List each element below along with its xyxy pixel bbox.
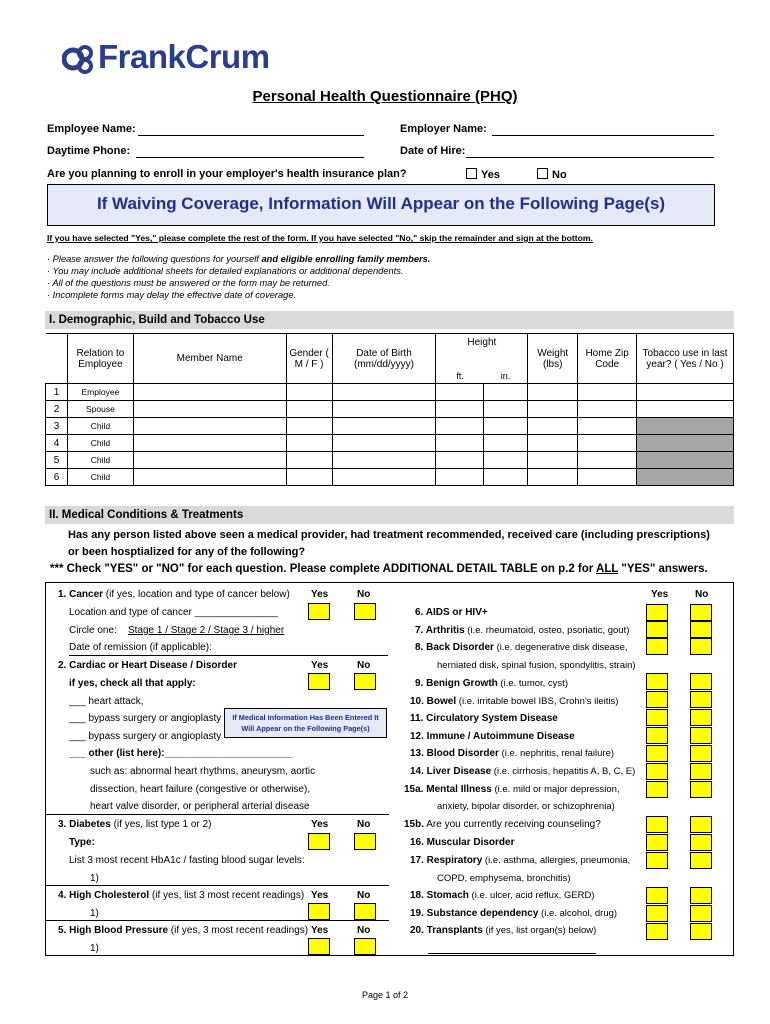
q1-yes-box[interactable] <box>308 603 330 620</box>
q15a-yes-box[interactable] <box>646 781 668 798</box>
bullet-4: · Incomplete forms may delay the effective date of coverage. <box>47 290 297 300</box>
q2-heart-attack: ___ heart attack, <box>69 696 144 707</box>
q2-such-1: such as: abnormal heart rhythms, aneurysm, aortic <box>90 766 316 777</box>
q16-no-box[interactable] <box>690 834 712 851</box>
q8-no-box[interactable] <box>690 638 712 655</box>
q2-such-2: dissection, heart failure (congestive or otherwise), <box>90 784 311 795</box>
q19-no-box[interactable] <box>690 905 712 922</box>
q18-no-box[interactable] <box>690 887 712 904</box>
q2-bypass-1: ___ bypass surgery or angioplasty <box>69 713 222 724</box>
weight-cell[interactable] <box>528 418 578 435</box>
table-row <box>46 435 734 452</box>
q1-divider <box>69 655 388 656</box>
q3-no-box[interactable] <box>354 833 376 850</box>
q20-no-box[interactable] <box>690 923 712 940</box>
q2-divider <box>45 814 389 815</box>
row-relation: Child <box>67 418 133 435</box>
q15b-no-box[interactable] <box>690 816 712 833</box>
col-dob: Date of Birth (mm/dd/yyyy) <box>332 334 436 384</box>
q16-muscular: 16. Muscular Disorder <box>410 837 515 848</box>
tobacco-cell[interactable] <box>637 401 734 418</box>
q19-substance: 19. Substance dependency (i.e. alcohol, drug) <box>410 908 618 919</box>
q18-yes-box[interactable] <box>646 887 668 904</box>
q13-yes-box[interactable] <box>646 745 668 762</box>
waiver-banner <box>47 184 715 226</box>
table-row <box>46 401 734 418</box>
dob-cell[interactable] <box>332 435 436 452</box>
q3-yes-label: Yes <box>311 819 329 830</box>
q1-no-box[interactable] <box>354 603 376 620</box>
q15b-counseling: 15b. Are you currently receiving counseling? <box>404 819 601 830</box>
q10-yes-box[interactable] <box>646 691 668 708</box>
zip-cell[interactable] <box>578 435 637 452</box>
employee-name-field[interactable] <box>138 135 364 136</box>
zip-cell[interactable] <box>578 384 637 401</box>
zip-cell[interactable] <box>578 469 637 486</box>
medical-info-note-line2: Will Appear on the Following Page(s) <box>241 724 370 733</box>
date-of-hire-field[interactable] <box>466 157 714 158</box>
q14-yes-box[interactable] <box>646 763 668 780</box>
dob-cell[interactable] <box>332 469 436 486</box>
q2-bypass-2: ___ bypass surgery or angioplasty <box>69 731 222 742</box>
q1-cancer: 1. Cancer (if yes, location and type of cancer below) <box>58 589 290 600</box>
dob-cell[interactable] <box>332 401 436 418</box>
q18-stomach: 18. Stomach (i.e. ulcer, acid reflux, GERD) <box>410 890 595 901</box>
medical-info-note <box>224 708 387 738</box>
weight-cell[interactable] <box>528 469 578 486</box>
dob-cell[interactable] <box>332 418 436 435</box>
weight-cell[interactable] <box>528 452 578 469</box>
col-relation: Relation to Employee <box>67 334 133 384</box>
row-relation: Child <box>67 435 133 452</box>
right-no-label: No <box>695 589 709 600</box>
q10-no-box[interactable] <box>690 691 712 708</box>
q13-blood: 13. Blood Disorder (i.e. nephritis, renal failure) <box>410 748 615 759</box>
section2-title: II. Medical Conditions & Treatments <box>49 509 244 521</box>
q4-cholesterol: 4. High Cholesterol (if yes, list 3 most recent readings) <box>58 890 305 901</box>
tobacco-cell-shaded <box>637 418 734 435</box>
height-ft-cell[interactable] <box>436 401 484 418</box>
section2-check-instruction: *** Check "YES" or "NO" for each question. Please complete ADDITIONAL DETAIL TABLE on p.2 for ALL "YES" answers. <box>50 563 708 575</box>
q15a-no-box[interactable] <box>690 781 712 798</box>
height-in-cell[interactable] <box>484 418 528 435</box>
height-ft-cell[interactable] <box>436 452 484 469</box>
row-number: 4 <box>46 435 68 452</box>
member-name-cell[interactable] <box>133 401 286 418</box>
q15a-mental-detail: anxiety, bipolar disorder, or schizophrenia) <box>437 801 615 812</box>
enroll-no-option[interactable]: No <box>537 168 567 181</box>
table-row <box>46 418 734 435</box>
enroll-yes-option[interactable]: Yes <box>466 168 500 181</box>
q2-cardiac: 2. Cardiac or Heart Disease / Disorder <box>58 660 237 671</box>
q1-location: Location and type of cancer _______________ <box>69 607 279 618</box>
gender-cell[interactable] <box>286 401 332 418</box>
bullet-1: · Please answer the following questions for yourself and eligible enrolling family members. <box>47 254 431 264</box>
col-tobacco: Tobacco use in last year? ( Yes / No ) <box>637 334 734 384</box>
q13-no-box[interactable] <box>690 745 712 762</box>
q5-reading-1: 1) <box>90 943 99 954</box>
section2-intro-1: Has any person listed above seen a medical provider, had treatment recommended, received care (including prescriptions) <box>68 529 710 541</box>
date-of-hire-label: Date of Hire: <box>400 145 466 157</box>
q6-no-box[interactable] <box>690 604 712 621</box>
member-name-cell[interactable] <box>133 418 286 435</box>
zip-cell[interactable] <box>578 418 637 435</box>
height-ft-cell[interactable] <box>436 469 484 486</box>
q7-yes-box[interactable] <box>646 621 668 638</box>
q19-yes-box[interactable] <box>646 905 668 922</box>
height-ft-cell[interactable] <box>436 384 484 401</box>
q17-no-box[interactable] <box>690 852 712 869</box>
q16-yes-box[interactable] <box>646 834 668 851</box>
q2-such-3: heart valve disorder, or peripheral arterial disease <box>90 801 310 812</box>
gender-cell[interactable] <box>286 452 332 469</box>
table-row <box>46 469 734 486</box>
q2-no-box[interactable] <box>354 673 376 690</box>
row-number: 3 <box>46 418 68 435</box>
q6-aids: 6. AIDS or HIV+ <box>415 607 488 618</box>
waiver-banner-text: If Waiving Coverage, Information Will Appear on the Following Page(s) <box>96 194 666 213</box>
employee-name-label: Employee Name: <box>47 123 136 135</box>
section1-header <box>45 311 734 329</box>
q5-yes-label: Yes <box>311 925 329 936</box>
gender-cell[interactable] <box>286 384 332 401</box>
section1-title: I. Demographic, Build and Tobacco Use <box>49 314 265 326</box>
q2-yes-box[interactable] <box>308 673 330 690</box>
member-name-cell[interactable] <box>133 452 286 469</box>
col-weight: Weight (lbs) <box>528 334 578 384</box>
q8-yes-box[interactable] <box>646 638 668 655</box>
dob-cell[interactable] <box>332 452 436 469</box>
height-in-cell[interactable] <box>484 469 528 486</box>
q5-no-label: No <box>357 925 371 936</box>
row-number: 2 <box>46 401 68 418</box>
q1-stage-options[interactable]: Stage 1 / Stage 2 / Stage 3 / higher <box>127 625 285 636</box>
page-footer: Page 1 of 2 <box>361 990 409 1000</box>
page-title: Personal Health Questionnaire (PHQ) <box>252 88 518 105</box>
member-name-cell[interactable] <box>133 435 286 452</box>
dob-cell[interactable] <box>332 384 436 401</box>
table-row <box>46 452 734 469</box>
row-relation: Child <box>67 469 133 486</box>
q5-blood-pressure: 5. High Blood Pressure (if yes, 3 most recent readings) <box>58 925 309 936</box>
daytime-phone-label: Daytime Phone: <box>47 145 131 157</box>
employer-name-field[interactable] <box>492 135 714 136</box>
instruction-line: If you have selected "Yes," please complete the rest of the form. If you have selected "No," skip the remainder and sign at the bottom. <box>47 233 593 243</box>
q3-no-label: No <box>357 819 371 830</box>
q12-immune: 12. Immune / Autoimmune Disease <box>410 731 575 742</box>
col-height-ft: ft. <box>436 370 484 384</box>
q8-back-detail: herniated disk, spinal fusion, spondylitis, strain) <box>437 660 636 671</box>
q7-arthritis: 7. Arthritis (i.e. rheumatoid, osteo, psoriatic, gout) <box>415 625 630 636</box>
zip-cell[interactable] <box>578 401 637 418</box>
q1-no-label: No <box>357 589 371 600</box>
q4-yes-box[interactable] <box>308 903 330 920</box>
q2-other: ___ other (list here):_______________________ <box>69 748 293 759</box>
q12-no-box[interactable] <box>690 727 712 744</box>
q3-hba1c: List 3 most recent HbA1c / fasting blood sugar levels: <box>69 855 305 866</box>
member-name-cell[interactable] <box>133 469 286 486</box>
bullet-3: · All of the questions must be answered or the form may be returned. <box>47 278 330 288</box>
q4-reading-1: 1) <box>90 908 99 919</box>
col-height: Height <box>436 334 528 370</box>
frankcrum-logo-icon <box>62 42 96 76</box>
q5-yes-box[interactable] <box>308 938 330 955</box>
q11-circulatory: 11. Circulatory System Disease <box>410 713 558 724</box>
logo-brand-text: FrankCrum <box>98 38 270 75</box>
q9-benign: 9. Benign Growth (i.e. tumor, cyst) <box>415 678 568 689</box>
q9-yes-box[interactable] <box>646 673 668 690</box>
row-number: 1 <box>46 384 68 401</box>
q4-no-box[interactable] <box>354 903 376 920</box>
q1-circle-one: Circle one: Stage 1 / Stage 2 / Stage 3 / higher <box>69 625 285 636</box>
q17-respiratory-detail: COPD, emphysema, bronchitis) <box>437 873 571 884</box>
height-in-cell[interactable] <box>484 452 528 469</box>
q17-respiratory: 17. Respiratory (i.e. asthma, allergies, pneumonia, <box>410 855 631 866</box>
height-in-cell[interactable] <box>484 435 528 452</box>
tobacco-cell-shaded <box>637 469 734 486</box>
weight-cell[interactable] <box>528 435 578 452</box>
q2-check-all: if yes, check all that apply: <box>69 678 196 689</box>
q3-yes-box[interactable] <box>308 833 330 850</box>
gender-cell[interactable] <box>286 418 332 435</box>
q17-yes-box[interactable] <box>646 852 668 869</box>
height-ft-cell[interactable] <box>436 435 484 452</box>
tobacco-cell[interactable] <box>637 384 734 401</box>
height-in-cell[interactable] <box>484 401 528 418</box>
enroll-question: Are you planning to enroll in your employer's health insurance plan? <box>47 168 407 180</box>
logo <box>62 40 302 80</box>
height-in-cell[interactable] <box>484 384 528 401</box>
row-relation: Spouse <box>67 401 133 418</box>
q10-bowel: 10. Bowel (i.e. irritable bowel IBS, Crohn's ileitis) <box>410 696 619 707</box>
q4-yes-label: Yes <box>311 890 329 901</box>
bullet-2: · You may include additional sheets for detailed explanations or additional dependents. <box>47 266 404 276</box>
q1-yes-label: Yes <box>311 589 329 600</box>
q8-back: 8. Back Disorder (i.e. degenerative disk disease, <box>415 642 628 653</box>
section2-header <box>45 506 734 524</box>
q11-yes-box[interactable] <box>646 709 668 726</box>
q4-divider <box>45 920 389 921</box>
right-yes-label: Yes <box>651 589 669 600</box>
q11-no-box[interactable] <box>690 709 712 726</box>
table-row <box>46 384 734 401</box>
col-zip: Home Zip Code <box>578 334 637 384</box>
gender-cell[interactable] <box>286 469 332 486</box>
q6-yes-box[interactable] <box>646 604 668 621</box>
q3-type: Type: <box>69 837 95 848</box>
q9-no-box[interactable] <box>690 673 712 690</box>
row-number: 6 <box>46 469 68 486</box>
q7-no-box[interactable] <box>690 621 712 638</box>
q3-diabetes: 3. Diabetes (if yes, list type 1 or 2) <box>58 819 212 830</box>
q20-organ-field[interactable] <box>428 953 596 954</box>
q12-yes-box[interactable] <box>646 727 668 744</box>
q5-no-box[interactable] <box>354 938 376 955</box>
member-name-cell[interactable] <box>133 384 286 401</box>
col-gender: Gender ( M / F ) <box>286 334 332 384</box>
row-relation: Child <box>67 452 133 469</box>
q1-remission: Date of remission (if applicable): <box>69 642 212 653</box>
enroll-yes-checkbox[interactable] <box>466 168 477 179</box>
weight-cell[interactable] <box>528 384 578 401</box>
daytime-phone-field[interactable] <box>136 157 364 158</box>
q20-yes-box[interactable] <box>646 923 668 940</box>
q3-divider <box>45 885 389 886</box>
q4-no-label: No <box>357 890 371 901</box>
q15b-yes-box[interactable] <box>646 816 668 833</box>
col-height-in: in. <box>484 370 528 384</box>
q15a-mental: 15a. Mental Illness (i.e. mild or major depression, <box>404 784 620 795</box>
employer-name-label: Employer Name: <box>400 123 487 135</box>
q14-no-box[interactable] <box>690 763 712 780</box>
q14-liver: 14. Liver Disease (i.e. cirrhosis, hepatitis A, B, C, E) <box>410 766 636 777</box>
tobacco-cell-shaded <box>637 452 734 469</box>
medical-info-note-line1: If Medical Information Has Been Entered It <box>232 713 379 722</box>
col-member-name: Member Name <box>133 334 286 384</box>
q2-no-label: No <box>357 660 371 671</box>
q2-yes-label: Yes <box>311 660 329 671</box>
section2-intro-2: or been hosptialized for any of the following? <box>68 546 306 558</box>
row-number: 5 <box>46 452 68 469</box>
height-ft-cell[interactable] <box>436 418 484 435</box>
enroll-no-checkbox[interactable] <box>537 168 548 179</box>
q20-transplants: 20. Transplants (if yes, list organ(s) below) <box>410 925 597 936</box>
gender-cell[interactable] <box>286 435 332 452</box>
q3-reading-1: 1) <box>90 873 99 884</box>
zip-cell[interactable] <box>578 452 637 469</box>
demographic-table <box>45 333 734 486</box>
tobacco-cell-shaded <box>637 435 734 452</box>
weight-cell[interactable] <box>528 401 578 418</box>
row-relation: Employee <box>67 384 133 401</box>
